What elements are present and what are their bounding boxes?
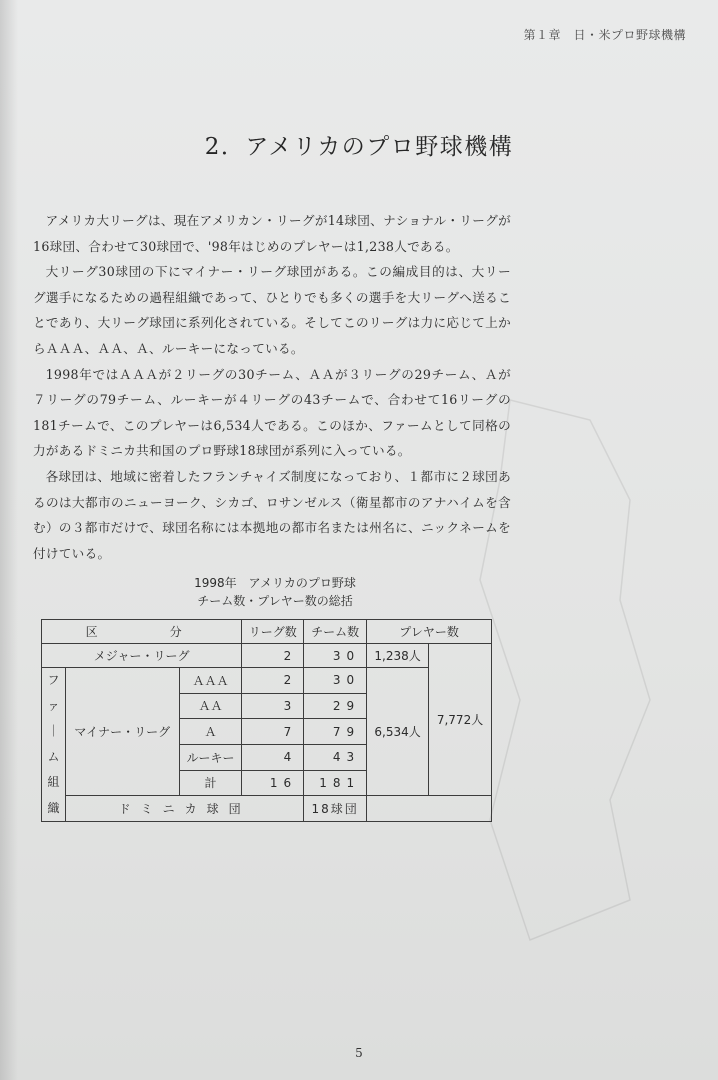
dominica-players-empty	[367, 796, 492, 822]
header-leagues: リーグ数	[242, 620, 304, 644]
major-label: メジャー・リーグ	[42, 644, 242, 668]
minor-row-leagues: 16	[242, 770, 304, 796]
paragraph-1: アメリカ大リーグは、現在アメリカン・リーグが14球団、ナショナル・リーグが16球団、合わせて30球団で、'98年はじめのプレヤーは1,238人である。	[33, 213, 511, 254]
minor-row-label: ＡＡ	[179, 693, 242, 719]
paragraph-4: 各球団は、地域に密着したフランチャイズ制度になっており、１都市に２球団あるのは大都市のニューヨーク、シカゴ、ロサンゼルス（衛星都市のアナハイムを含む）の３都市だけで、球団名称には本拠地の都市名または州名に、ニックネームを付けている。	[33, 468, 511, 561]
section-title: 2．アメリカのプロ野球機構	[204, 134, 514, 160]
minor-players: 6,534人	[367, 668, 429, 796]
minor-row-leagues: 2	[242, 668, 304, 694]
table-header-row	[42, 620, 492, 644]
table-caption-line-1: 1998年 アメリカのプロ野球	[194, 576, 356, 590]
minor-row-label: ＡＡＡ	[179, 668, 242, 694]
minor-row-label: 計	[179, 770, 242, 796]
body-text	[33, 208, 511, 566]
table-row-major	[42, 644, 492, 668]
minor-label: マイナー・リーグ	[65, 668, 179, 796]
table-caption-line-2: チーム数・プレヤー数の総括	[197, 594, 353, 608]
minor-row-label: Ａ	[179, 719, 242, 745]
running-head: 第１章 日・米プロ野球機構	[523, 28, 686, 42]
minor-row-label: ルーキー	[179, 744, 242, 770]
minor-row-teams: 30	[304, 668, 367, 694]
table-row-dominica	[42, 796, 492, 822]
minor-row-teams: 79	[304, 719, 367, 745]
major-teams: 30	[304, 644, 367, 668]
minor-row-teams: 29	[304, 693, 367, 719]
header-players: プレヤー数	[367, 620, 492, 644]
header-teams: チーム数	[304, 620, 367, 644]
minor-row-teams: 43	[304, 744, 367, 770]
major-players: 1,238人	[367, 644, 429, 668]
summary-table	[41, 619, 492, 822]
dominica-teams: 18球団	[304, 796, 367, 822]
dominica-label: ドミニカ球団	[65, 796, 303, 822]
paragraph-2: 大リーグ30球団の下にマイナー・リーグ球団がある。この編成目的は、大リーグ選手になるための過程組織であって、ひとりでも多くの選手を大リーグへ送ることであり、大リーグ球団に系列化されている。そしてこのリーグは力に応じて上からＡＡＡ、ＡＡ、Ａ、ルーキーになっている。	[33, 264, 511, 356]
total-players: 7,772人	[429, 644, 492, 796]
farm-label: フ ァ ｜ ム 組 織	[42, 668, 66, 822]
table-row-aaa	[42, 668, 492, 694]
minor-row-leagues: 7	[242, 719, 304, 745]
paragraph-3: 1998年ではＡＡＡが２リーグの30チーム、ＡＡが３リーグの29チーム、Ａが７リーグの79チーム、ルーキーが４リーグの43チームで、合わせて16リーグの181チームで、このプレヤーは6,534人である。このほか、ファームとして同格の力があるドミニカ共和国のプロ野球18球団が系列に入っている。	[33, 366, 511, 459]
page-number: 5	[355, 1046, 363, 1060]
minor-row-leagues: 3	[242, 693, 304, 719]
table-caption	[150, 574, 400, 610]
header-category: 区 分	[42, 620, 242, 644]
major-leagues: 2	[242, 644, 304, 668]
minor-row-leagues: 4	[242, 744, 304, 770]
page-gutter-shadow	[0, 0, 18, 1080]
minor-row-teams: 181	[304, 770, 367, 796]
